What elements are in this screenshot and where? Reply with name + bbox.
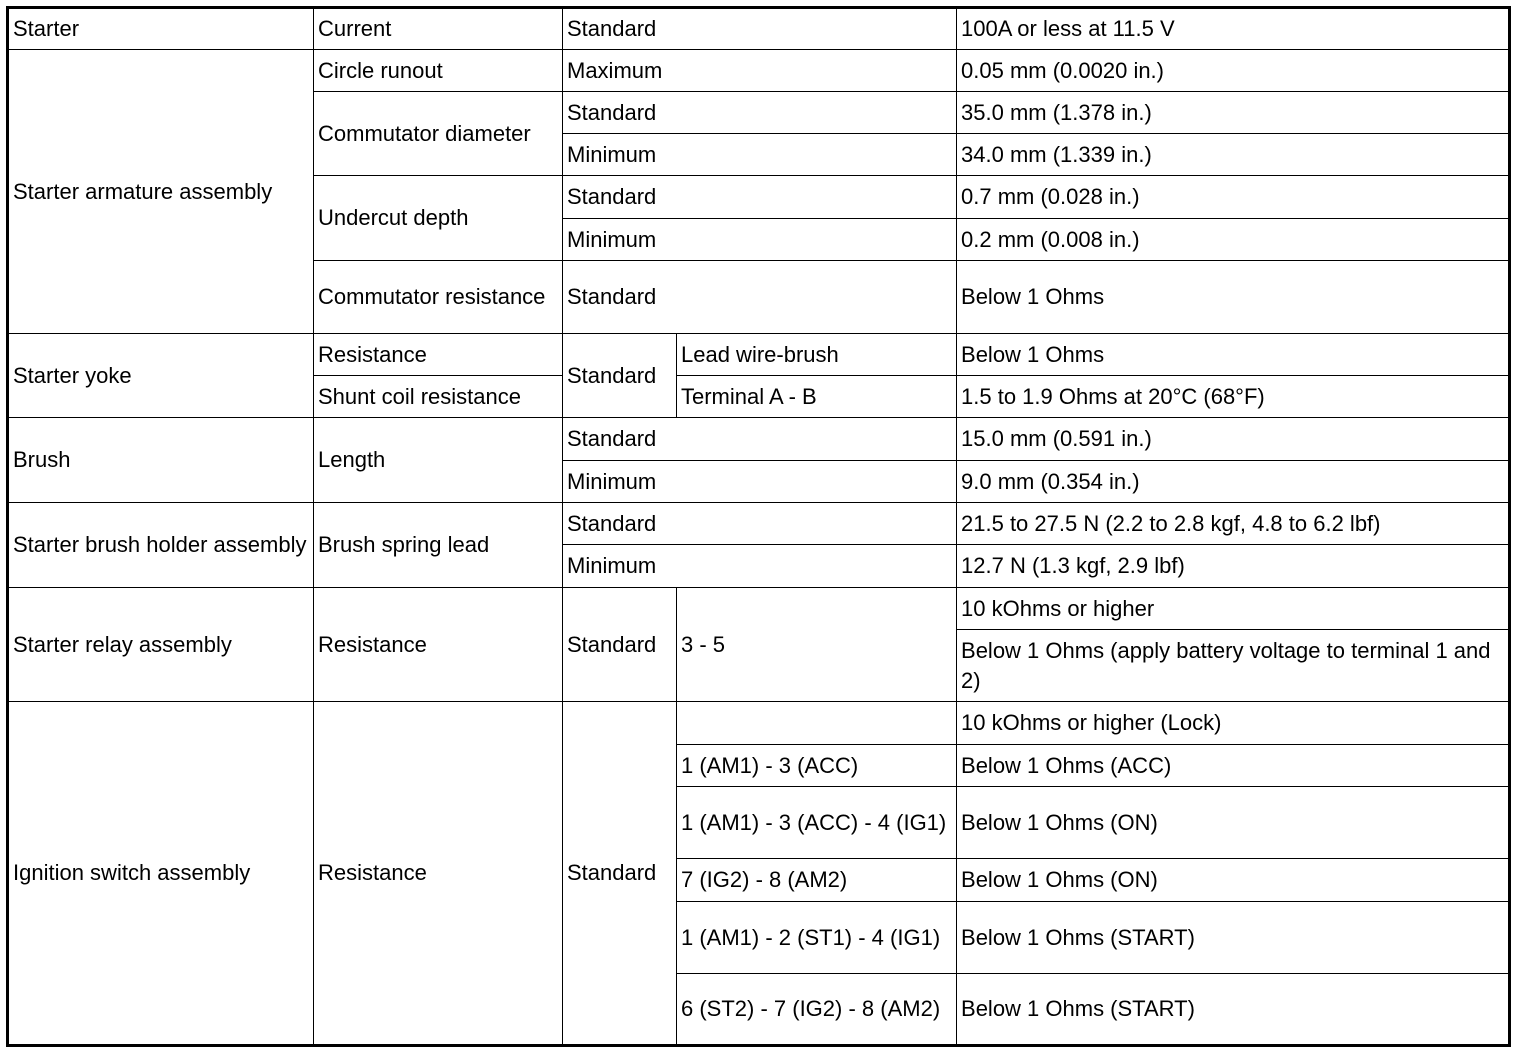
component-cell: Starter yoke [8, 334, 314, 418]
value-cell: Below 1 Ohms [957, 261, 1510, 334]
condition-cell: Maximum [563, 50, 957, 92]
value-cell: Below 1 Ohms (ACC) [957, 745, 1510, 787]
terminal-cell [677, 702, 957, 745]
condition-cell: Standard [563, 334, 677, 418]
table-row [8, 503, 1510, 545]
value-cell: 0.2 mm (0.008 in.) [957, 219, 1510, 261]
terminal-cell: Terminal A - B [677, 376, 957, 418]
value-cell: 15.0 mm (0.591 in.) [957, 418, 1510, 461]
component-cell: Starter [8, 8, 314, 50]
item-cell: Undercut depth [314, 176, 563, 261]
table-row [8, 334, 1510, 376]
item-cell: Resistance [314, 334, 563, 376]
terminal-cell: 3 - 5 [677, 588, 957, 702]
item-cell: Resistance [314, 588, 563, 702]
terminal-cell: 1 (AM1) - 2 (ST1) - 4 (IG1) [677, 902, 957, 974]
item-cell: Current [314, 8, 563, 50]
value-cell: 34.0 mm (1.339 in.) [957, 134, 1510, 176]
item-cell: Commutator diameter [314, 92, 563, 176]
component-cell: Starter armature assembly [8, 50, 314, 334]
table-row [8, 588, 1510, 630]
value-cell: 0.05 mm (0.0020 in.) [957, 50, 1510, 92]
terminal-cell: 1 (AM1) - 3 (ACC) [677, 745, 957, 787]
condition-cell: Standard [563, 503, 957, 545]
condition-cell: Minimum [563, 461, 957, 503]
component-cell: Brush [8, 418, 314, 503]
condition-cell: Standard [563, 418, 957, 461]
value-cell: Below 1 Ohms (ON) [957, 859, 1510, 902]
condition-cell: Standard [563, 8, 957, 50]
value-cell: Below 1 Ohms (ON) [957, 787, 1510, 859]
terminal-cell: 6 (ST2) - 7 (IG2) - 8 (AM2) [677, 974, 957, 1046]
condition-cell: Standard [563, 588, 677, 702]
condition-cell: Standard [563, 92, 957, 134]
value-cell: 1.5 to 1.9 Ohms at 20°C (68°F) [957, 376, 1510, 418]
value-cell: 12.7 N (1.3 kgf, 2.9 lbf) [957, 545, 1510, 588]
table-row [8, 418, 1510, 461]
value-cell: 100A or less at 11.5 V [957, 8, 1510, 50]
terminal-cell: 7 (IG2) - 8 (AM2) [677, 859, 957, 902]
value-cell: 21.5 to 27.5 N (2.2 to 2.8 kgf, 4.8 to 6.2 lbf) [957, 503, 1510, 545]
item-cell: Length [314, 418, 563, 503]
value-cell: 10 kOhms or higher (Lock) [957, 702, 1510, 745]
terminal-cell: 1 (AM1) - 3 (ACC) - 4 (IG1) [677, 787, 957, 859]
condition-cell: Standard [563, 261, 957, 334]
component-cell: Starter relay assembly [8, 588, 314, 702]
item-cell: Shunt coil resistance [314, 376, 563, 418]
condition-cell: Standard [563, 176, 957, 219]
starter-spec-table [6, 6, 1511, 1047]
component-cell: Starter brush holder assembly [8, 503, 314, 588]
value-cell: Below 1 Ohms (apply battery voltage to terminal 1 and 2) [957, 630, 1510, 702]
item-cell: Commutator resistance [314, 261, 563, 334]
condition-cell: Standard [563, 702, 677, 1046]
item-cell: Circle runout [314, 50, 563, 92]
component-cell: Ignition switch assembly [8, 702, 314, 1046]
value-cell: 9.0 mm (0.354 in.) [957, 461, 1510, 503]
table-row [8, 8, 1510, 50]
value-cell: Below 1 Ohms (START) [957, 974, 1510, 1046]
value-cell: 10 kOhms or higher [957, 588, 1510, 630]
value-cell: Below 1 Ohms (START) [957, 902, 1510, 974]
value-cell: 0.7 mm (0.028 in.) [957, 176, 1510, 219]
item-cell: Resistance [314, 702, 563, 1046]
condition-cell: Minimum [563, 134, 957, 176]
condition-cell: Minimum [563, 219, 957, 261]
value-cell: Below 1 Ohms [957, 334, 1510, 376]
terminal-cell: Lead wire-brush [677, 334, 957, 376]
table-row [8, 50, 1510, 92]
value-cell: 35.0 mm (1.378 in.) [957, 92, 1510, 134]
condition-cell: Minimum [563, 545, 957, 588]
table-row [8, 702, 1510, 745]
item-cell: Brush spring lead [314, 503, 563, 588]
